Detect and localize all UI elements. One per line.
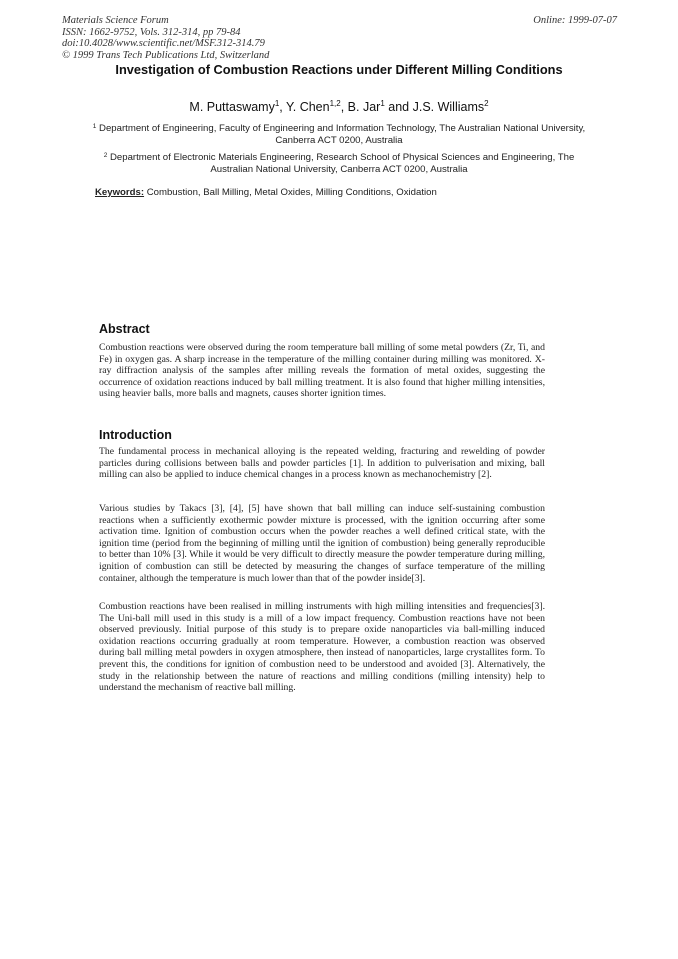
keywords-line [95, 187, 595, 199]
abstract-text: Combustion reactions were observed during the room temperature ball milling of some metal powders (Zr, Ti, and Fe) in oxygen gas. A sharp increase in the temperature of the milling container during milling was monitored. X-ray diffraction analysis of the samples after milling reveals the formation of metal oxides, suggesting the occurrence of oxidation reactions induced by ball milling treatment. It is also found that higher milling intensities, using heavier balls, more balls and magnets, causes shorter ignition times. [99, 342, 545, 400]
affiliation-1 [92, 123, 586, 148]
online-date: Online: 1999-07-07 [533, 15, 617, 26]
keywords-text: Combustion, Ball Milling, Metal Oxides, Milling Conditions, Oxidation [146, 187, 437, 198]
introduction-heading: Introduction [99, 428, 172, 442]
author-name: Y. Chen [286, 100, 330, 114]
author-affiliation-mark: 1 [274, 99, 280, 108]
author-separator: and [384, 100, 413, 114]
author-separator: , [279, 100, 287, 114]
author-separator: , [340, 100, 348, 114]
author-name: B. Jar [347, 100, 381, 114]
author-name: M. Puttaswamy [189, 100, 275, 114]
affiliation-mark: 1 [92, 123, 97, 130]
introduction-paragraph-2: Various studies by Takacs [3], [4], [5] have shown that ball milling can induce self-sustaining combustion reactions when a sufficiently exothermic powder mixture is processed, with the ignition occurring after some activation time. Ignition of combustion occurs when the powder reaches a well defined critical state, with the ignition time (period from the beginning of milling until the ignition of combustion) being generally reproducible to better than 10% [3]. While it would be very difficult to directly measure the powder temperature during milling, ignition of combustion can still be detected by measuring the changes of surface temperature of the milling container, although the temperature is much lower than that of the powder inside[3]. [99, 503, 545, 584]
copyright-line: © 1999 Trans Tech Publications Ltd, Switzerland [62, 49, 270, 61]
author-name: J.S. Williams [412, 100, 485, 114]
keywords-label: Keywords: [95, 187, 145, 198]
affiliation-mark: 2 [103, 152, 108, 159]
paper-title: Investigation of Combustion Reactions under Different Milling Conditions [115, 62, 563, 77]
doi-line: doi:10.4028/www.scientific.net/MSF.312-314.79 [62, 38, 265, 50]
journal-name: Materials Science Forum [62, 15, 169, 26]
affiliation-text: Department of Electronic Materials Engineering, Research School of Physical Sciences and Engineering, The Australian National University, Canberra ACT 0200, Australia [109, 152, 575, 176]
affiliation-text: Department of Engineering, Faculty of Engineering and Information Technology, The Australian National University, Canberra ACT 0200, Australia [99, 123, 586, 147]
issn-line: ISSN: 1662-9752, Vols. 312-314, pp 79-84 [62, 26, 241, 38]
abstract-heading: Abstract [99, 322, 150, 336]
author-affiliation-mark: 2 [484, 99, 489, 108]
author-list [60, 100, 618, 115]
introduction-paragraph-1: The fundamental process in mechanical alloying is the repeated welding, fracturing and rewelding of powder particles during collisions between balls and powder particles [1]. In addition to pulverisation and mixing, ball milling can also be applied to induce chemical changes in a process known as mechanochemistry [2]. [99, 446, 545, 481]
affiliation-2 [92, 152, 586, 177]
introduction-paragraph-3: Combustion reactions have been realised in milling instruments with high milling intensities and frequencies[3]. The Uni-ball mill used in this study is a mill of a low impact frequency. Combustion reactions have not been observed previously. Initial purpose of this study is to prepare oxide nanoparticles via ball-milling induced oxidation reactions occurring gradually at room temperature. However, a combustion reaction was observed during ball milling metal powders in oxygen atmosphere, then instead of nanoparticles, large crystallites form. To prevent this, the conditions for ignition of combustion need to be understood and avoided [3]. Alternatively, the study in the relationship between the nature of reactions and milling conditions (milling intensity) help to understand the mechanism of reactive ball milling. [99, 601, 545, 694]
author-affiliation-mark: 1 [380, 99, 385, 108]
author-affiliation-mark: 1,2 [329, 99, 341, 108]
